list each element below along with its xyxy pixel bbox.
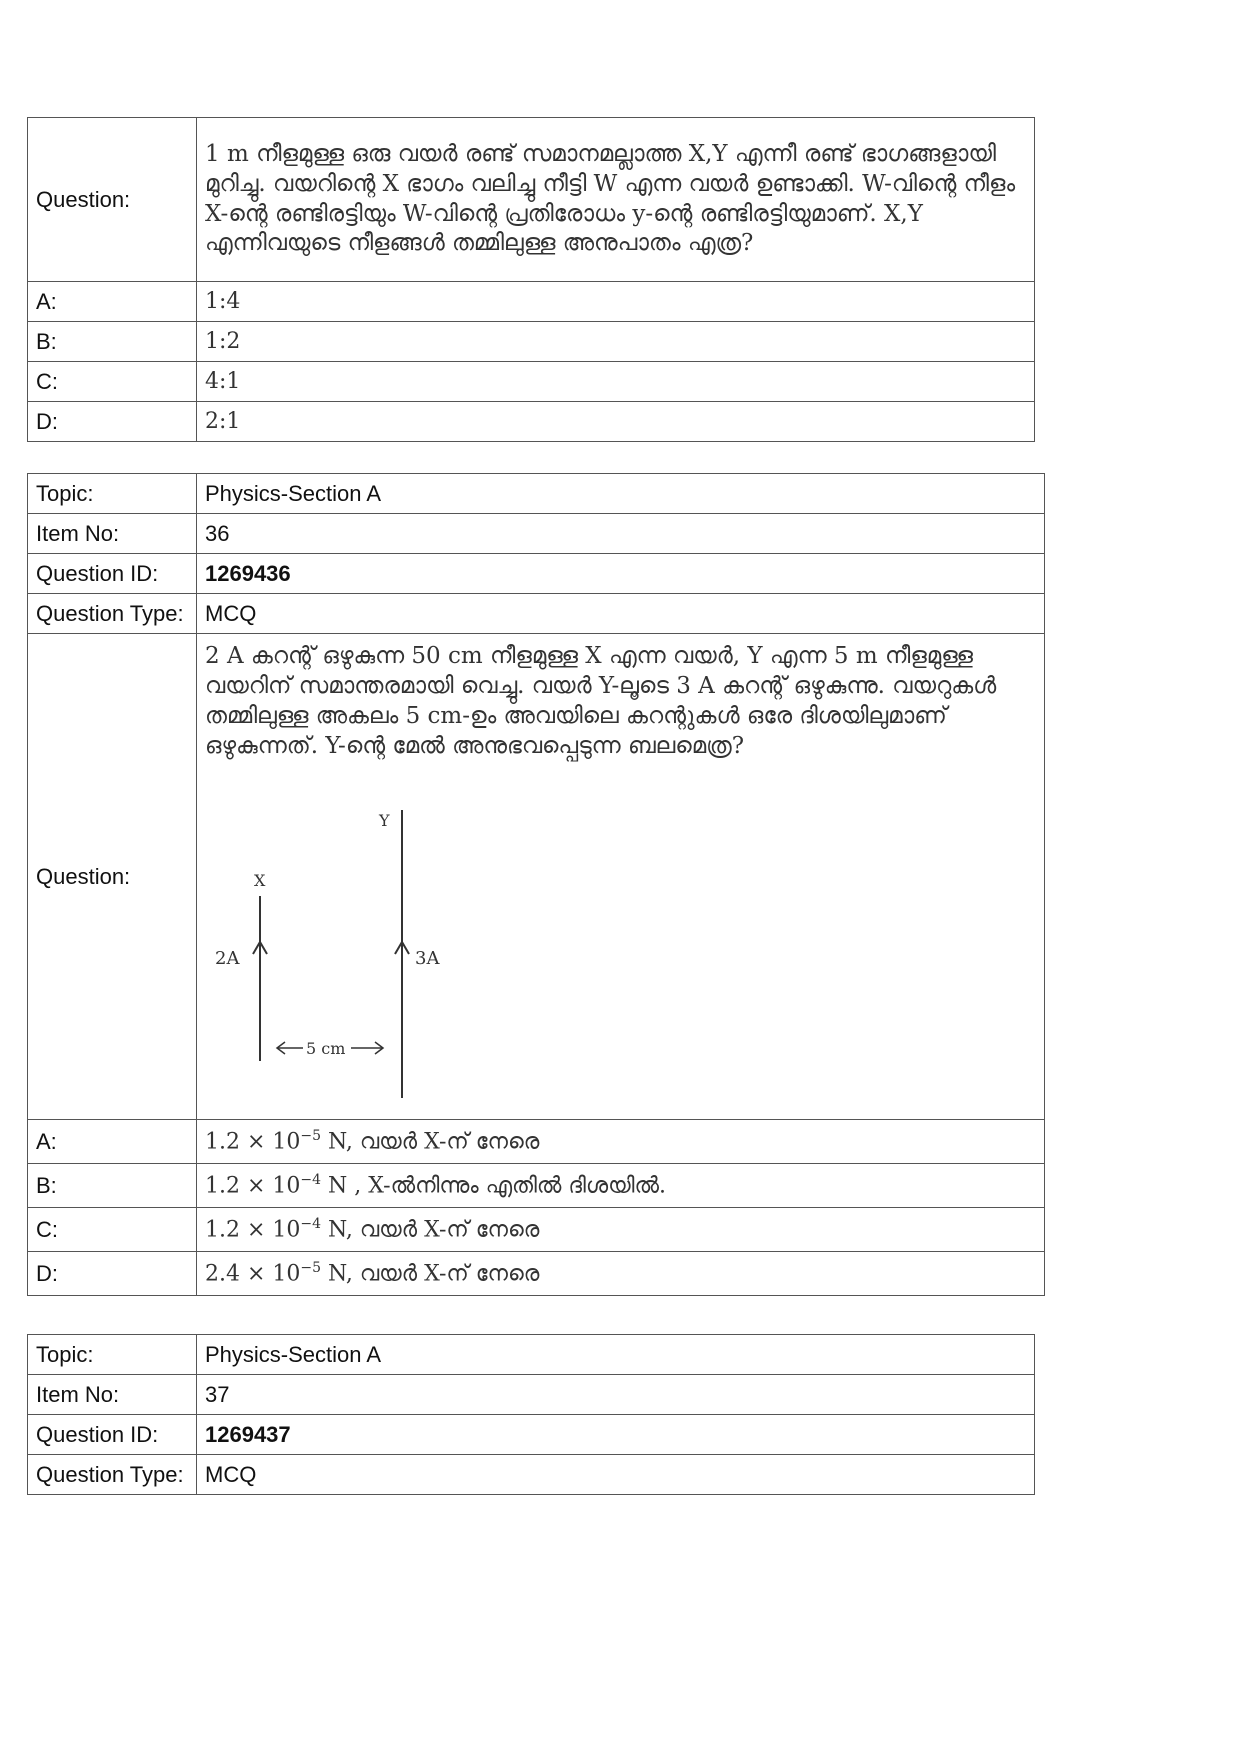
question-type-value: MCQ <box>197 1455 1035 1495</box>
question-label: Question: <box>28 634 197 1120</box>
item-row <box>28 514 1045 554</box>
wire-x-label: X <box>254 870 266 890</box>
question-type-row <box>28 1455 1035 1495</box>
question-text: 1 m നീളമുള്ള ഒരു വയർ രണ്ട് സമാനമല്ലാത്ത X,Y എന്നീ രണ്ട് ഭാഗങ്ങളായി മുറിച്ചു. വയറിന്റെ X ഭാഗം വലിച്ചു നീട്ടി W എന്ന വയർ ഉണ്ടാക്കി. W-വിന്റെ നീളം X-ന്റെ രണ്ടിരട്ടിയും W-വിന്റെ പ്രതിരോധം y-ന്റെ രണ്ടിരട്ടിയുമാണ്. X,Y എന്നിവയുടെ നീളങ്ങൾ തമ്മിലുള്ള അനുപാതം എത്ര? <box>197 118 1035 282</box>
question-id-row <box>28 1415 1035 1455</box>
item-label: Item No: <box>28 1375 197 1415</box>
item-row <box>28 1375 1035 1415</box>
option-label: A: <box>28 282 197 322</box>
option-exponent: −4 <box>300 1215 322 1232</box>
option-mantissa: 1.2 × 10 <box>205 1172 301 1198</box>
option-row <box>28 1120 1045 1164</box>
option-row <box>28 1252 1045 1296</box>
option-row <box>28 362 1035 402</box>
option-label: D: <box>28 1252 197 1296</box>
question-row <box>28 118 1035 282</box>
option-rest: N, വയർ X-ന് നേരെ <box>321 1128 540 1154</box>
option-exponent: −5 <box>300 1259 322 1276</box>
question-type-row <box>28 594 1045 634</box>
question-type-label: Question Type: <box>28 1455 197 1495</box>
option-row <box>28 402 1035 442</box>
topic-row <box>28 474 1045 514</box>
option-rest: N, വയർ X-ന് നേരെ <box>321 1216 540 1242</box>
wire-y-current: 3A <box>415 947 440 969</box>
topic-value: Physics-Section A <box>197 474 1045 514</box>
item-label: Item No: <box>28 514 197 554</box>
option-text: 1:2 <box>197 322 1035 362</box>
option-label: C: <box>28 1208 197 1252</box>
option-rest: N, വയർ X-ന് നേരെ <box>321 1260 540 1286</box>
question-block-2 <box>27 473 1045 1296</box>
question-id-label: Question ID: <box>28 554 197 594</box>
topic-value: Physics-Section A <box>197 1335 1035 1375</box>
question-id-label: Question ID: <box>28 1415 197 1455</box>
question-block-3 <box>27 1334 1035 1495</box>
item-value: 36 <box>197 514 1045 554</box>
distance-label: 5 cm <box>306 1038 346 1058</box>
question-id-value: 1269436 <box>197 554 1045 594</box>
question-block-1 <box>27 117 1035 442</box>
option-rest: N , X-ൽനിന്നും എതിൽ ദിശയിൽ. <box>321 1172 666 1198</box>
option-exponent: −5 <box>300 1127 322 1144</box>
question-row <box>28 634 1045 1120</box>
option-row <box>28 282 1035 322</box>
option-row <box>28 322 1035 362</box>
option-mantissa: 1.2 × 10 <box>205 1128 301 1154</box>
question-type-label: Question Type: <box>28 594 197 634</box>
option-label: C: <box>28 362 197 402</box>
question-label: Question: <box>28 118 197 282</box>
topic-row <box>28 1335 1035 1375</box>
option-text: 2:1 <box>197 402 1035 442</box>
topic-label: Topic: <box>28 1335 197 1375</box>
topic-label: Topic: <box>28 474 197 514</box>
parallel-wires-diagram <box>205 786 605 1106</box>
option-text <box>197 1120 1045 1164</box>
question-id-row <box>28 554 1045 594</box>
option-text <box>197 1252 1045 1296</box>
option-text <box>197 1164 1045 1208</box>
option-text: 4:1 <box>197 362 1035 402</box>
question-id-value: 1269437 <box>197 1415 1035 1455</box>
option-mantissa: 2.4 × 10 <box>205 1260 301 1286</box>
item-value: 37 <box>197 1375 1035 1415</box>
option-label: B: <box>28 1164 197 1208</box>
option-row <box>28 1164 1045 1208</box>
wire-y-label: Y <box>379 810 390 830</box>
option-row <box>28 1208 1045 1252</box>
option-label: B: <box>28 322 197 362</box>
option-mantissa: 1.2 × 10 <box>205 1216 301 1242</box>
option-text: 1:4 <box>197 282 1035 322</box>
option-label: D: <box>28 402 197 442</box>
option-exponent: −4 <box>300 1171 322 1188</box>
question-text: 2 A കറന്റ് ഒഴുകുന്ന 50 cm നീളമുള്ള X എന്ന വയർ, Y എന്ന 5 m നീളമുള്ള വയറിന് സമാന്തരമായി വെച്ചു. വയർ Y-ലൂടെ 3 A കറന്റ് ഒഴുകുന്നു. വയറുകൾ തമ്മിലുള്ള അകലം 5 cm-ഉം അവയിലെ കറന്റുകൾ ഒരേ ദിശയിലുമാണ് ഒഴുകുന്നത്. Y-ന്റെ മേൽ അനുഭവപ്പെടുന്ന ബലമെത്ര? <box>205 643 997 759</box>
question-cell <box>197 634 1045 1120</box>
option-label: A: <box>28 1120 197 1164</box>
option-text <box>197 1208 1045 1252</box>
wire-x-current: 2A <box>215 947 240 969</box>
question-type-value: MCQ <box>197 594 1045 634</box>
